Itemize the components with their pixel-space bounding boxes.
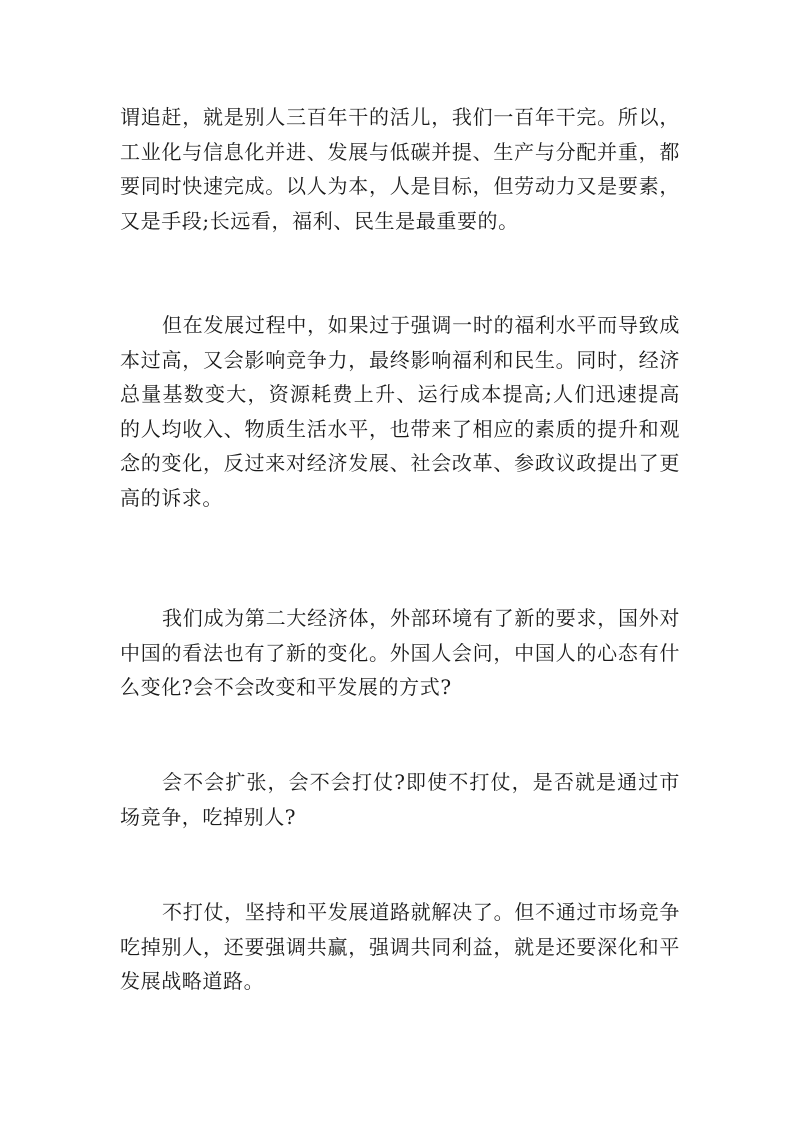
paragraph-3: 我们成为第二大经济体，外部环境有了新的要求，国外对中国的看法也有了新的变化。外国人会问，中国人的心态有什么变化?会不会改变和平发展的方式? xyxy=(120,606,680,699)
paragraph-2: 但在发展过程中，如果过于强调一时的福利水平而导致成本过高，又会影响竞争力，最终影响福利和民生。同时，经济总量基数变大，资源耗费上升、运行成本提高;人们迅速提高的人均收入、物质生活水平，也带来了相应的素质的提升和观念的变化，反过来对经济发展、社会改革、参政议政提出了更高的诉求。 xyxy=(120,313,680,510)
paragraph-1: 谓追赶，就是别人三百年干的活儿，我们一百年干完。所以，工业化与信息化并进、发展与低碳并提、生产与分配并重，都要同时快速完成。以人为本，人是目标，但劳动力又是要素，又是手段;长远看，福利、民生是最重要的。 xyxy=(120,105,680,233)
paragraph-5: 不打仗，坚持和平发展道路就解决了。但不通过市场竞争吃掉别人，还要强调共赢，强调共同利益，就是还要深化和平发展战略道路。 xyxy=(120,900,680,993)
paragraph-4: 会不会扩张，会不会打仗?即使不打仗，是否就是通过市场竞争，吃掉别人? xyxy=(120,770,680,829)
